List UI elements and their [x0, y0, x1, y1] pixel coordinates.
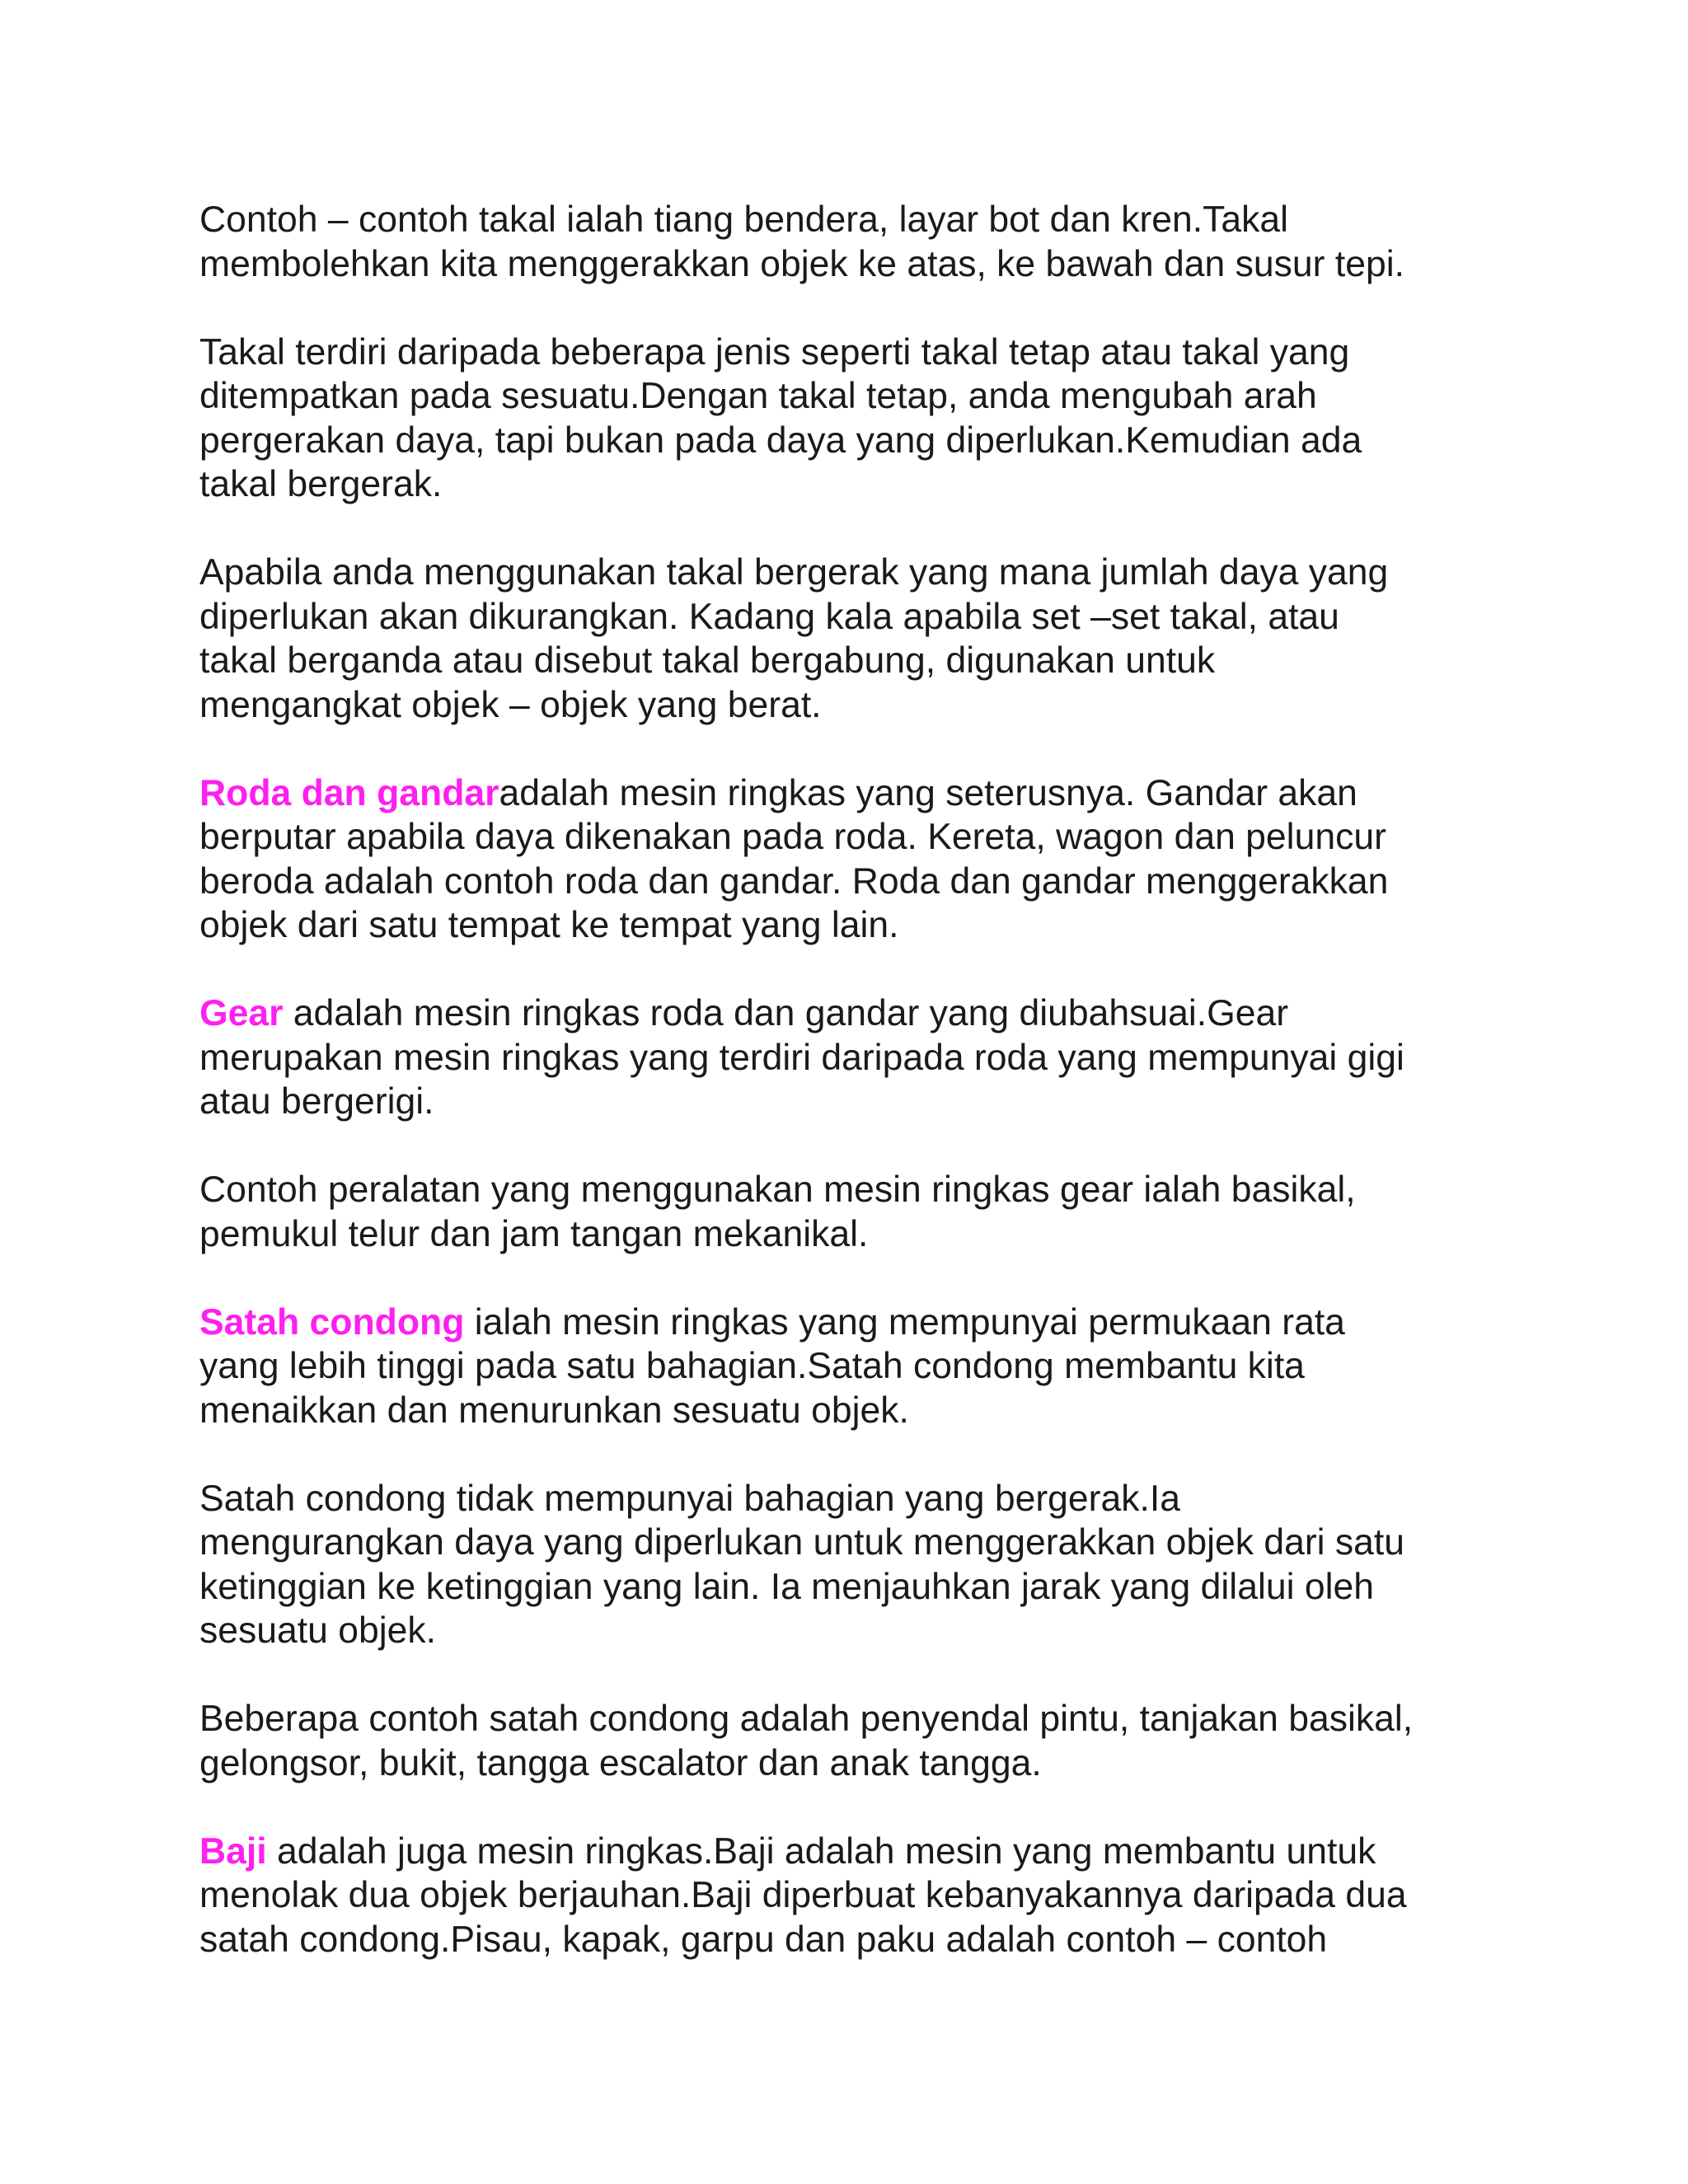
- paragraph-takal-examples: [199, 198, 1502, 286]
- highlighted-term: Roda dan gandar: [199, 772, 499, 813]
- text-line: membolehkan kita menggerakkan objek ke atas, ke bawah dan susur tepi.: [199, 243, 1404, 284]
- text-fragment: adalah mesin ringkas roda dan gandar yang diubahsuai.Gear: [283, 993, 1289, 1033]
- text-line: mengurangkan daya yang diperlukan untuk menggerakkan objek dari satu: [199, 1522, 1405, 1563]
- text-line: ketinggian ke ketinggian yang lain. Ia menjauhkan jarak yang dilalui oleh: [199, 1566, 1374, 1607]
- paragraph-roda-dan-gandar: [199, 771, 1502, 948]
- text-line: pemukul telur dan jam tangan mekanikal.: [199, 1213, 869, 1254]
- text-line: objek dari satu tempat ke tempat yang lain.: [199, 905, 899, 945]
- text-line: takal berganda atau disebut takal bergabung, digunakan untuk: [199, 640, 1216, 681]
- text-line: Apabila anda menggunakan takal bergerak yang mana jumlah daya yang: [199, 552, 1389, 593]
- text-line: yang lebih tinggi pada satu bahagian.Satah condong membantu kita: [199, 1346, 1305, 1386]
- text-line: berputar apabila daya dikenakan pada roda. Kereta, wagon dan peluncur: [199, 817, 1386, 857]
- text-line: satah condong.Pisau, kapak, garpu dan paku adalah contoh – contoh: [199, 1919, 1328, 1960]
- paragraph-gear: [199, 991, 1502, 1124]
- text-line: mengangkat objek – objek yang berat.: [199, 684, 822, 725]
- paragraph-takal-bergerak: [199, 551, 1502, 727]
- text-line: [199, 1830, 1502, 1874]
- paragraph-satah-condong-examples: [199, 1697, 1502, 1785]
- highlighted-term: Gear: [199, 993, 284, 1033]
- text-line: [199, 771, 1502, 816]
- document-body: [199, 198, 1502, 2006]
- text-line: Beberapa contoh satah condong adalah penyendal pintu, tanjakan basikal,: [199, 1699, 1414, 1739]
- text-line: Takal terdiri daripada beberapa jenis seperti takal tetap atau takal yang: [199, 331, 1350, 373]
- paragraph-satah-condong: [199, 1301, 1502, 1433]
- text-fragment: adalah mesin ringkas yang seterusnya. Gandar akan: [499, 772, 1357, 813]
- paragraph-satah-condong-detail: [199, 1477, 1502, 1653]
- text-line: [199, 991, 1502, 1036]
- text-fragment: ialah mesin ringkas yang mempunyai permukaan rata: [464, 1301, 1345, 1343]
- highlighted-term: Satah condong: [199, 1301, 465, 1343]
- text-line: merupakan mesin ringkas yang terdiri daripada roda yang mempunyai gigi: [199, 1037, 1404, 1078]
- text-line: pergerakan daya, tapi bukan pada daya yang diperlukan.Kemudian ada: [199, 419, 1362, 461]
- text-line: takal bergerak.: [199, 464, 443, 504]
- highlighted-term: Baji: [199, 1830, 267, 1872]
- paragraph-gear-examples: [199, 1168, 1502, 1256]
- text-fragment: adalah juga mesin ringkas.Baji adalah mesin yang membantu untuk: [266, 1830, 1376, 1872]
- text-line: menaikkan dan menurunkan sesuatu objek.: [199, 1390, 909, 1431]
- text-line: ditempatkan pada sesuatu.Dengan takal tetap, anda mengubah arah: [199, 376, 1317, 416]
- paragraph-takal-types: [199, 330, 1502, 507]
- text-line: sesuatu objek.: [199, 1610, 436, 1651]
- text-line: Contoh peralatan yang menggunakan mesin ringkas gear ialah basikal,: [199, 1169, 1356, 1210]
- text-line: gelongsor, bukit, tangga escalator dan anak tangga.: [199, 1742, 1042, 1783]
- text-line: menolak dua objek berjauhan.Baji diperbuat kebanyakannya daripada dua: [199, 1875, 1407, 1915]
- text-line: diperlukan akan dikurangkan. Kadang kala apabila set –set takal, atau: [199, 596, 1339, 637]
- text-line: atau bergerigi.: [199, 1081, 434, 1122]
- text-line: [199, 1301, 1502, 1345]
- text-line: beroda adalah contoh roda dan gandar. Roda dan gandar menggerakkan: [199, 860, 1389, 902]
- text-line: Satah condong tidak mempunyai bahagian yang bergerak.Ia: [199, 1478, 1180, 1519]
- paragraph-baji: [199, 1830, 1502, 1962]
- text-line: Contoh – contoh takal ialah tiang bendera, layar bot dan kren.Takal: [199, 199, 1289, 240]
